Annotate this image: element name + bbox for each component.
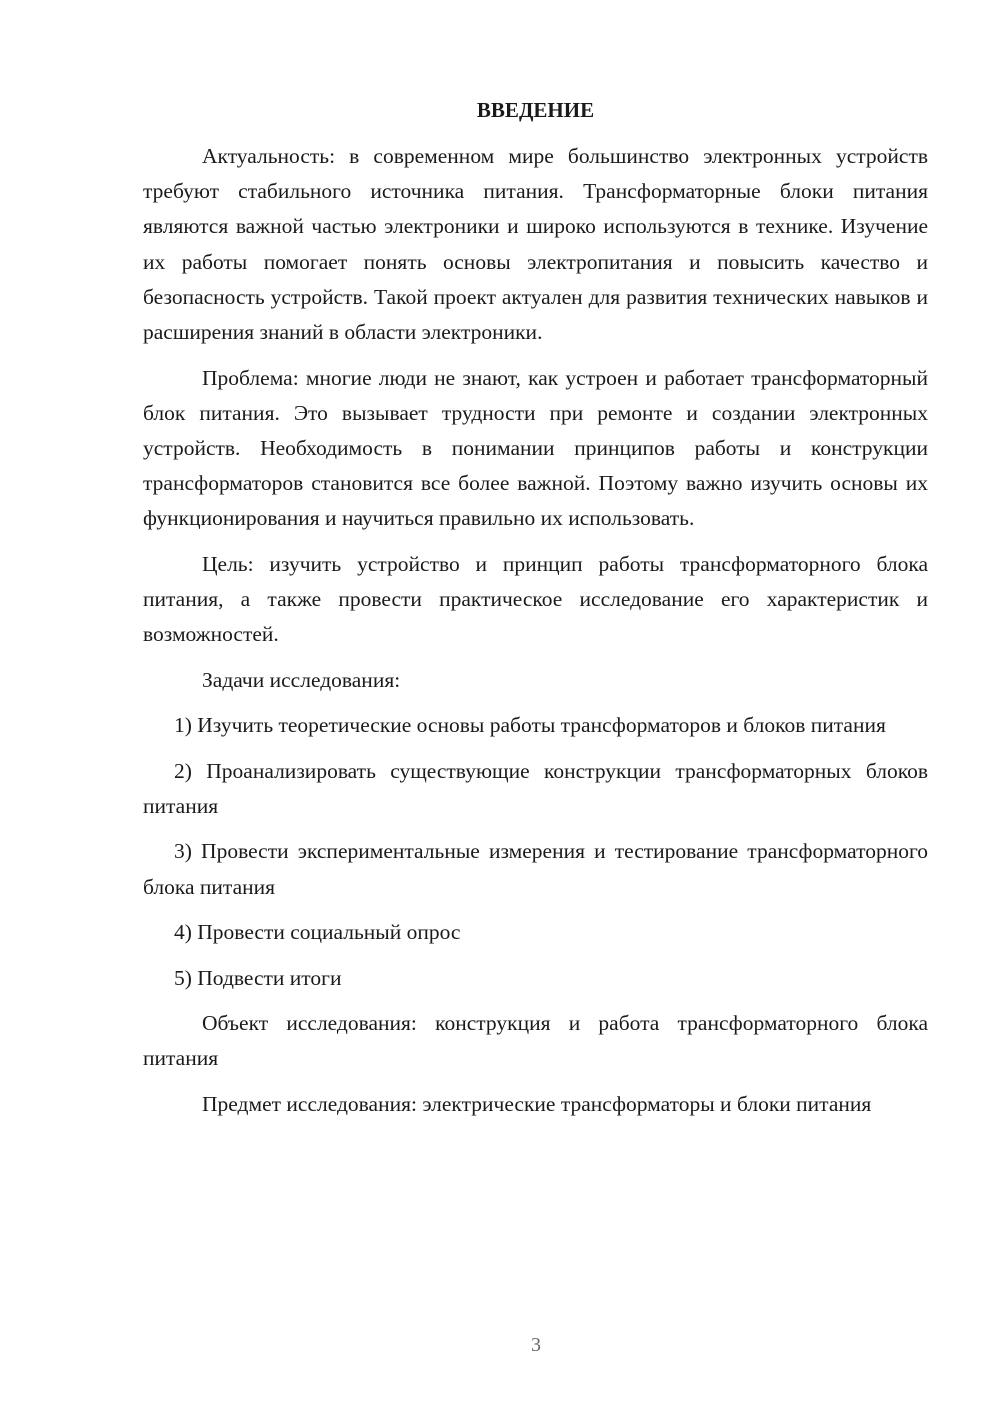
section-title: ВВЕДЕНИЕ (476, 98, 595, 122)
paragraph-goal: Цель: изучить устройство и принцип работы трансформаторного блока питания, а также провести практическое исследование его характеристик и возможностей. (143, 551, 928, 647)
task-item-3: 3) Провести экспериментальные измерения и тестирование трансформаторного блока питания (143, 839, 928, 899)
paragraph-relevance: Актуальность: в современном мире большинство электронных устройств требуют стабильного источника питания. Трансформаторные блоки питания являются важной частью электроники и широко используются в технике. Изучение их работы помогает понять основы электропитания и повысить качество и безопасность устройств. Такой проект актуален для развития технических навыков и расширения знаний в области электроники. (143, 144, 928, 345)
task-item-1: 1) Изучить теоретические основы работы трансформаторов и блоков питания (174, 713, 886, 738)
task-item-2: 2) Проанализировать существующие конструкции трансформаторных блоков питания (143, 758, 928, 818)
tasks-heading: Задачи исследования: (202, 667, 401, 692)
page-number: 3 (531, 1334, 541, 1356)
task-item-4: 4) Провести социальный опрос (174, 920, 461, 945)
paragraph-problem: Проблема: многие люди не знают, как устроен и работает трансформаторный блок питания. Это вызывает трудности при ремонте и создании электронных устройств. Необходимость в понимании принципов работы и конструкции трансформаторов становится все более важной. Поэтому важно изучить основы их функционирования и научиться правильно их использовать. (143, 365, 928, 531)
task-item-5: 5) Подвести итоги (174, 965, 342, 990)
paragraph-object: Объект исследования: конструкция и работа трансформаторного блока питания (143, 1011, 928, 1071)
document-page (143, 94, 928, 1122)
paragraph-subject: Предмет исследования: электрические трансформаторы и блоки питания (202, 1091, 872, 1116)
